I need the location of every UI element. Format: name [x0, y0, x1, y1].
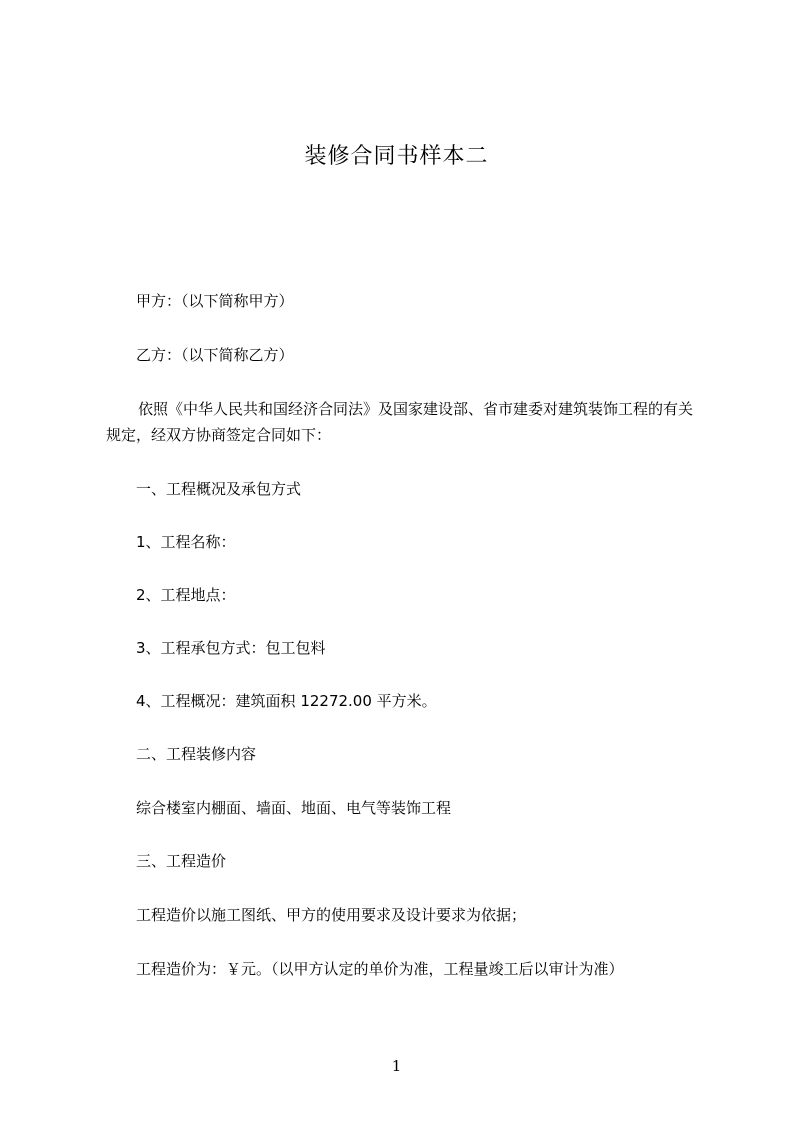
- section-1-item-1: 1、工程名称：: [136, 533, 236, 551]
- section-1-item-3: 3、工程承包方式：包工包料: [136, 639, 326, 657]
- section-3-heading: 三、工程造价: [136, 852, 227, 870]
- section-2-item-1: 综合楼室内棚面、墙面、地面、电气等装饰工程: [136, 799, 452, 817]
- section-1-item-2: 2、工程地点：: [136, 586, 236, 604]
- preamble-paragraph: 依照《中华人民共和国经济合同法》及国家建设部、省市建委对建筑装饰工程的有关规定，经双方协商签定合同如下：: [106, 400, 694, 444]
- party-b-line: 乙方：（以下简称乙方）: [136, 346, 294, 364]
- party-a-line: 甲方：（以下简称甲方）: [136, 292, 294, 310]
- document-title: 装修合同书样本二: [304, 144, 489, 169]
- section-1-heading: 一、工程概况及承包方式: [136, 480, 302, 498]
- section-3-item-2: 工程造价为：￥元。（以甲方认定的单价为准，工程量竣工后以审计为准）: [136, 960, 624, 978]
- section-3-item-1: 工程造价以施工图纸、甲方的使用要求及设计要求为依据；: [136, 906, 527, 924]
- page-number: 1: [391, 1057, 402, 1075]
- section-2-heading: 二、工程装修内容: [136, 745, 257, 763]
- section-1-item-4: 4、工程概况：建筑面积 12272.00 平方米。: [136, 692, 437, 710]
